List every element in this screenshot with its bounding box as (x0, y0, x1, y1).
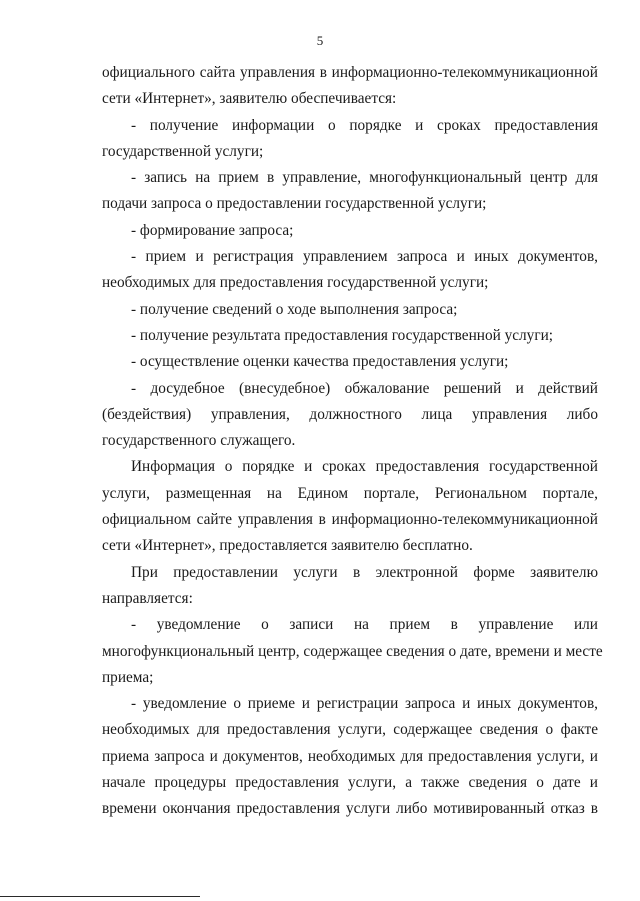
text-line: - уведомление о записи на прием в управление или (131, 616, 598, 634)
text-line: приема запроса и документов, необходимых для предоставления услуги, и (102, 747, 598, 765)
text-line: сети «Интернет», предоставляется заявителю бесплатно. (102, 537, 473, 555)
text-line: услуги, размещенная на Едином портале, Региональном портале, (102, 484, 598, 502)
paragraph (102, 60, 598, 113)
text-line: государственной услуги; (102, 142, 264, 160)
text-line: государственного служащего. (102, 432, 296, 450)
paragraph (102, 244, 598, 297)
text-line: необходимых для предоставления государственной услуги; (102, 274, 489, 292)
text-line: времени окончания предоставления услуги либо мотивированный отказ в (102, 800, 598, 818)
text-line: - формирование запроса; (131, 221, 294, 239)
text-line: необходимых для предоставления услуги, содержащее сведения о факте (102, 721, 598, 739)
text-line: - запись на прием в управление, многофункциональный центр для (131, 169, 598, 187)
text-line: Информация о порядке и сроках предоставления государственной (131, 458, 598, 476)
text-line: (бездействия) управления, должностного лица управления либо (102, 405, 598, 423)
paragraph (102, 297, 598, 323)
body-text (102, 60, 603, 823)
text-line: - прием и регистрация управлением запроса и иных документов, (131, 248, 598, 266)
text-line: начале процедуры предоставления услуги, а также сведения о дате и (102, 774, 598, 792)
paragraph (102, 113, 598, 166)
footer-rule (0, 896, 200, 897)
paragraph (102, 612, 603, 691)
paragraph (102, 218, 598, 244)
text-line: - получение информации о порядке и сроках предоставления (131, 116, 598, 134)
text-line: направляется: (102, 589, 193, 607)
paragraph (102, 165, 598, 218)
text-line: приема; (102, 668, 154, 686)
text-line: - получение результата предоставления государственной услуги; (131, 326, 554, 344)
paragraph (102, 349, 598, 375)
paragraph (102, 454, 598, 559)
text-line: сети «Интернет», заявителю обеспечивается: (102, 90, 397, 108)
text-line: официального сайта управления в информационно-телекоммуникационной (102, 64, 598, 81)
paragraph (102, 691, 598, 822)
text-line: - досудебное (внесудебное) обжалование решений и действий (131, 379, 598, 397)
page-number: 5 (316, 33, 324, 48)
text-line: При предоставлении услуги в электронной форме заявителю (131, 563, 598, 581)
text-line: подачи запроса о предоставлении государственной услуги; (102, 195, 487, 213)
text-line: - получение сведений о ходе выполнения запроса; (131, 300, 458, 318)
paragraph (102, 376, 598, 455)
text-line: многофункциональный центр, содержащее сведения о дате, времени и месте (102, 642, 603, 660)
text-line: - уведомление о приеме и регистрации запроса и иных документов, (131, 695, 598, 713)
paragraph (102, 323, 598, 349)
text-line: официальном сайте управления в информационно-телекоммуникационной (102, 511, 598, 529)
text-line: - осуществление оценки качества предоставления услуги; (131, 353, 509, 371)
paragraph (102, 560, 598, 613)
